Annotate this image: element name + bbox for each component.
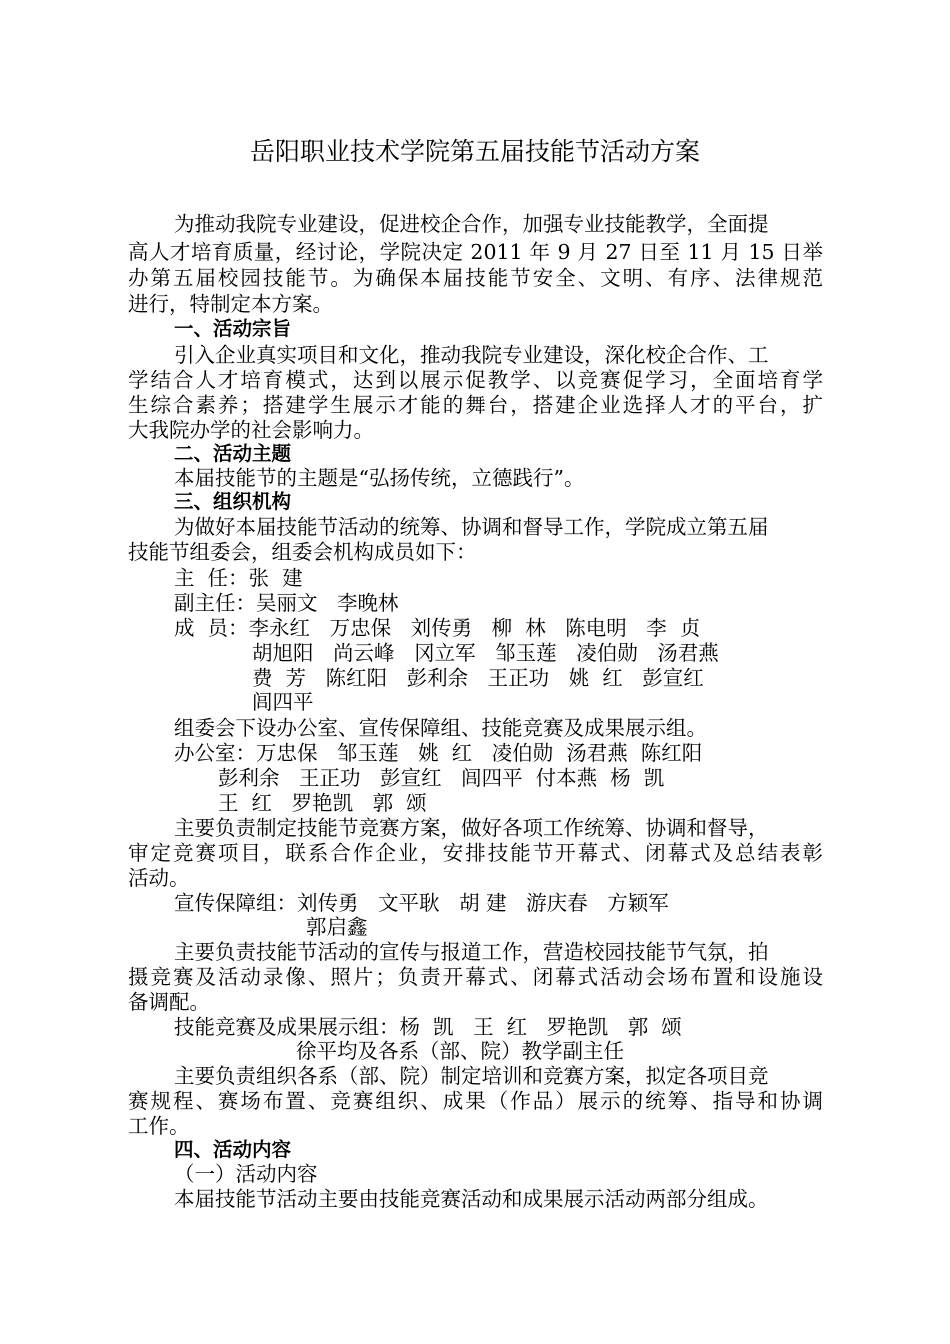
body-line: 高人才培育质量，经讨论，学院决定 2011 年 9 月 27 日至 11 月 15 日举 bbox=[128, 240, 823, 264]
body-line: 郭启鑫 bbox=[306, 915, 368, 939]
section-heading: 一、活动宗旨 bbox=[174, 317, 292, 340]
body-line: 本届技能节的主题是“弘扬传统，立德践行”。 bbox=[174, 466, 585, 490]
body-line: 审定竞赛项目，联系合作企业，安排技能节开幕式、闭幕式及总结表彰 bbox=[128, 841, 823, 865]
body-line: 为做好本届技能节活动的统筹、协调和督导工作，学院成立第五届 bbox=[174, 515, 769, 539]
body-line: 组委会下设办公室、宣传保障组、技能竞赛及成果展示组。 bbox=[174, 716, 707, 740]
body-line: 宣传保障组：刘传勇 文平耿 胡 建 游庆春 方颖军 bbox=[174, 891, 669, 915]
body-line: 大我院办学的社会影响力。 bbox=[128, 418, 374, 442]
body-line: 彭利余 王正功 彭宣红 闾四平 付本燕 杨 凯 bbox=[218, 766, 665, 790]
body-line: 费 芳 陈红阳 彭利余 王正功 姚 红 彭宣红 bbox=[252, 666, 704, 690]
body-line: 成 员：李永红 万忠保 刘传勇 柳 林 陈电明 李 贞 bbox=[174, 616, 701, 640]
body-line: 主要负责制定技能节竞赛方案，做好各项工作统筹、协调和督导， bbox=[174, 816, 769, 840]
body-line: 引入企业真实项目和文化，推动我院专业建设，深化校企合作、工 bbox=[174, 343, 769, 367]
body-line: 工作。 bbox=[128, 1114, 190, 1138]
body-line: 进行，特制定本方案。 bbox=[128, 292, 333, 316]
body-line: 王 红 罗艳凯 郭 颂 bbox=[218, 791, 427, 815]
body-line: 徐平均及各系（部、院）教学副主任 bbox=[296, 1039, 624, 1063]
body-line: 本届技能节活动主要由技能竞赛活动和成果展示活动两部分组成。 bbox=[174, 1187, 769, 1211]
section-heading: 三、组织机构 bbox=[174, 490, 292, 513]
body-line: 主 任：张 建 bbox=[174, 566, 303, 590]
body-line: 学结合人才培育模式，达到以展示促教学、以竞赛促学习，全面培育学 bbox=[128, 368, 823, 392]
body-line: 副主任：吴丽文 李晚林 bbox=[174, 591, 399, 615]
body-line: 赛规程、赛场布置、竞赛组织、成果（作品）展示的统筹、指导和协调 bbox=[128, 1089, 823, 1113]
body-line: 活动。 bbox=[128, 866, 190, 890]
body-line: 胡旭阳 尚云峰 冈立军 邹玉莲 凌伯勋 汤君燕 bbox=[252, 641, 719, 665]
body-line: 技能节组委会，组委会机构成员如下： bbox=[128, 540, 477, 564]
body-line: 主要负责组织各系（部、院）制定培训和竞赛方案，拟定各项目竞 bbox=[174, 1064, 769, 1088]
body-line: 闾四平 bbox=[252, 690, 314, 714]
body-line: 办第五届校园技能节。为确保本届技能节安全、文明、有序、法律规范 bbox=[128, 266, 823, 290]
subsection-heading: （一）活动内容 bbox=[174, 1162, 318, 1186]
document-title: 岳阳职业技术学院第五届技能节活动方案 bbox=[249, 137, 700, 166]
body-line: 办公室：万忠保 邹玉莲 姚 红 凌伯勋 汤君燕 陈红阳 bbox=[174, 741, 703, 765]
body-line: 摄竞赛及活动录像、照片；负责开幕式、闭幕式活动会场布置和设施设 bbox=[128, 965, 823, 989]
body-line: 主要负责技能节活动的宣传与报道工作，营造校园技能节气氛，拍 bbox=[174, 940, 769, 964]
body-line: 生综合素养；搭建学生展示才能的舞台，搭建企业选择人才的平台，扩 bbox=[128, 393, 823, 417]
body-line: 为推动我院专业建设，促进校企合作，加强专业技能教学，全面提 bbox=[174, 212, 769, 236]
section-heading: 四、活动内容 bbox=[174, 1138, 292, 1161]
body-line: 技能竞赛及成果展示组：杨 凯 王 红 罗艳凯 郭 颂 bbox=[174, 1015, 682, 1039]
section-heading: 二、活动主题 bbox=[174, 442, 292, 465]
body-line: 备调配。 bbox=[128, 990, 210, 1014]
